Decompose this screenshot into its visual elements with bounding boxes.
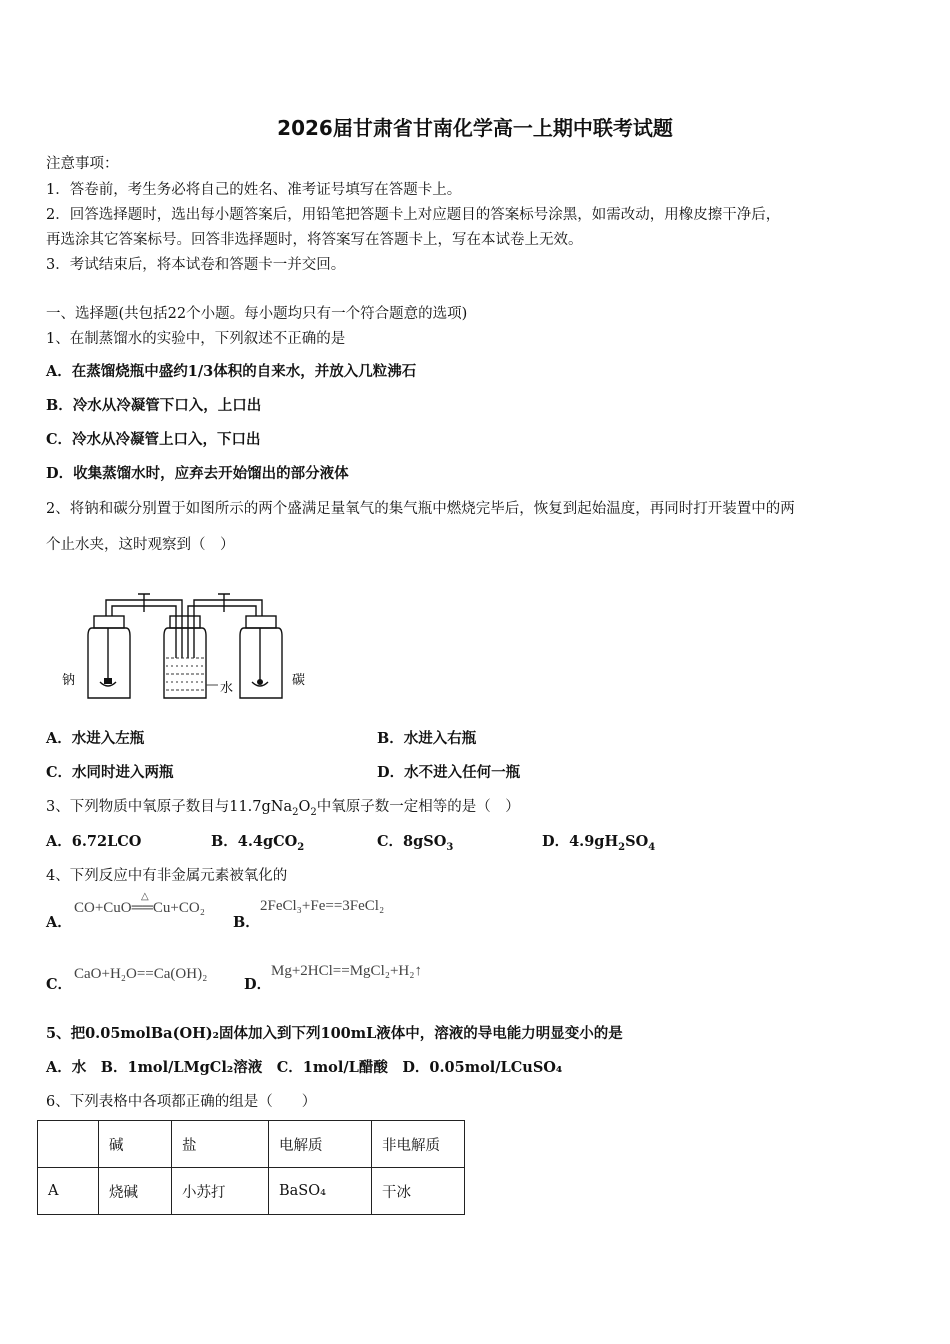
q3-option-b: B．4.4gCO$_2$: [211, 833, 305, 853]
left-clamp: [138, 594, 150, 612]
q4-option-c-label: C．: [46, 976, 73, 993]
q4-stem: 4、下列反应中有非金属元素被氧化的: [46, 868, 288, 884]
q2-option-d: D．水不进入任何一瓶: [377, 764, 521, 781]
q5-options: A．水 B．1mol/LMgCl₂溶液 C．1mol/L醋酸 D．0.05mol/LCuSO₄: [46, 1059, 563, 1076]
q2-stem-line1: 2、将钠和碳分别置于如图所示的两个盛满足量氧气的集气瓶中燃烧完毕后，恢复到起始温度，再同时打开装置中的两: [46, 501, 795, 517]
q2-option-b: B．水进入右瓶: [377, 730, 477, 747]
carbon-label: 碳: [292, 673, 306, 688]
q4-option-a-formula: CO+CuO══Cu+CO₂: [74, 900, 205, 916]
table-header-cell: 盐: [172, 1121, 269, 1168]
q4-option-b-label: B．: [233, 914, 260, 931]
right-bottle: [240, 628, 282, 698]
middle-stopper: [170, 616, 200, 628]
notice-item-3: 3．考试结束后，将本试卷和答题卡一并交回。: [46, 257, 346, 273]
q3-stem: 3、下列物质中氧原子数目与$11.7gNa_2O_2$中氧原子数一定相等的是（ ）: [46, 799, 520, 818]
q1-option-a: A．在蒸馏烧瓶中盛约1/3体积的自来水，并放入几粒沸石: [46, 363, 417, 380]
q3-option-d: D．$4.9gH_2SO_4$: [542, 833, 656, 853]
q1-option-c: C．冷水从冷凝管上口入，下口出: [46, 431, 261, 448]
table-cell: A: [38, 1168, 99, 1215]
right-clamp: [218, 594, 230, 612]
heat-symbol: △: [141, 891, 149, 902]
q3-option-c: C．8gSO$_3$: [377, 833, 454, 853]
table-cell: 烧碱: [99, 1168, 172, 1215]
left-bottle: [88, 628, 130, 698]
notice-item-1: 1．答卷前，考生务必将自己的姓名、准考证号填写在答题卡上。: [46, 182, 462, 198]
notice-item-2: 2．回答选择题时，选出每小题答案后，用铅笔把答题卡上对应题目的答案标号涂黑，如需改动，用橡皮擦干净后，: [46, 207, 781, 223]
notice-heading: 注意事项：: [46, 156, 119, 172]
water-label: 水: [220, 681, 234, 696]
notice-item-2-cont: 再选涂其它答案标号。回答非选择题时，将答案写在答题卡上，写在本试卷上无效。: [46, 232, 583, 248]
table-cell: BaSO₄: [269, 1168, 372, 1215]
q2-option-a: A．水进入左瓶: [46, 730, 145, 747]
table-header-cell: 非电解质: [372, 1121, 465, 1168]
q2-stem-line2: 个止水夹，这时观察到（ ）: [46, 537, 235, 553]
table-header-cell: [38, 1121, 99, 1168]
q4-option-d-label: D．: [244, 976, 272, 993]
q6-stem: 6、下列表格中各项都正确的组是（ ）: [46, 1094, 317, 1110]
page-title: 2026届甘肃省甘南化学高一上期中联考试题: [277, 116, 673, 140]
table-header-cell: 电解质: [269, 1121, 372, 1168]
q5-stem: 5、把0.05molBa(OH)₂固体加入到下列100mL液体中，溶液的导电能力明显变小的是: [46, 1025, 623, 1042]
table-cell: 小苏打: [172, 1168, 269, 1215]
section-heading: 一、选择题(共包括22个小题。每小题均只有一个符合题意的选项): [46, 306, 468, 322]
right-stopper: [246, 616, 276, 628]
table-header-cell: 碱: [99, 1121, 172, 1168]
q1-option-d: D．收集蒸馏水时，应弃去开始馏出的部分液体: [46, 465, 349, 482]
q4-option-a-label: A．: [46, 914, 72, 931]
q4-option-d-formula: Mg+2HCl==MgCl₂+H₂↑: [271, 963, 422, 979]
q2-option-c: C．水同时进入两瓶: [46, 764, 174, 781]
q1-stem: 1、在制蒸馏水的实验中，下列叙述不正确的是: [46, 331, 346, 347]
table-header-row: [38, 1121, 465, 1168]
q3-option-a: A．6.72LCO: [46, 833, 142, 850]
q1-option-b: B．冷水从冷凝管下口入，上口出: [46, 397, 262, 414]
table-row: [38, 1168, 465, 1215]
table-cell: 干冰: [372, 1168, 465, 1215]
left-stopper: [94, 616, 124, 628]
q4-option-b-formula: 2FeCl₃+Fe==3FeCl₂: [260, 898, 385, 914]
q6-table: [37, 1120, 465, 1215]
q4-option-c-formula: CaO+H₂O==Ca(OH)₂: [74, 966, 208, 982]
gas-bottle-apparatus-diagram: [60, 570, 320, 705]
sodium-label: 钠: [62, 673, 76, 688]
